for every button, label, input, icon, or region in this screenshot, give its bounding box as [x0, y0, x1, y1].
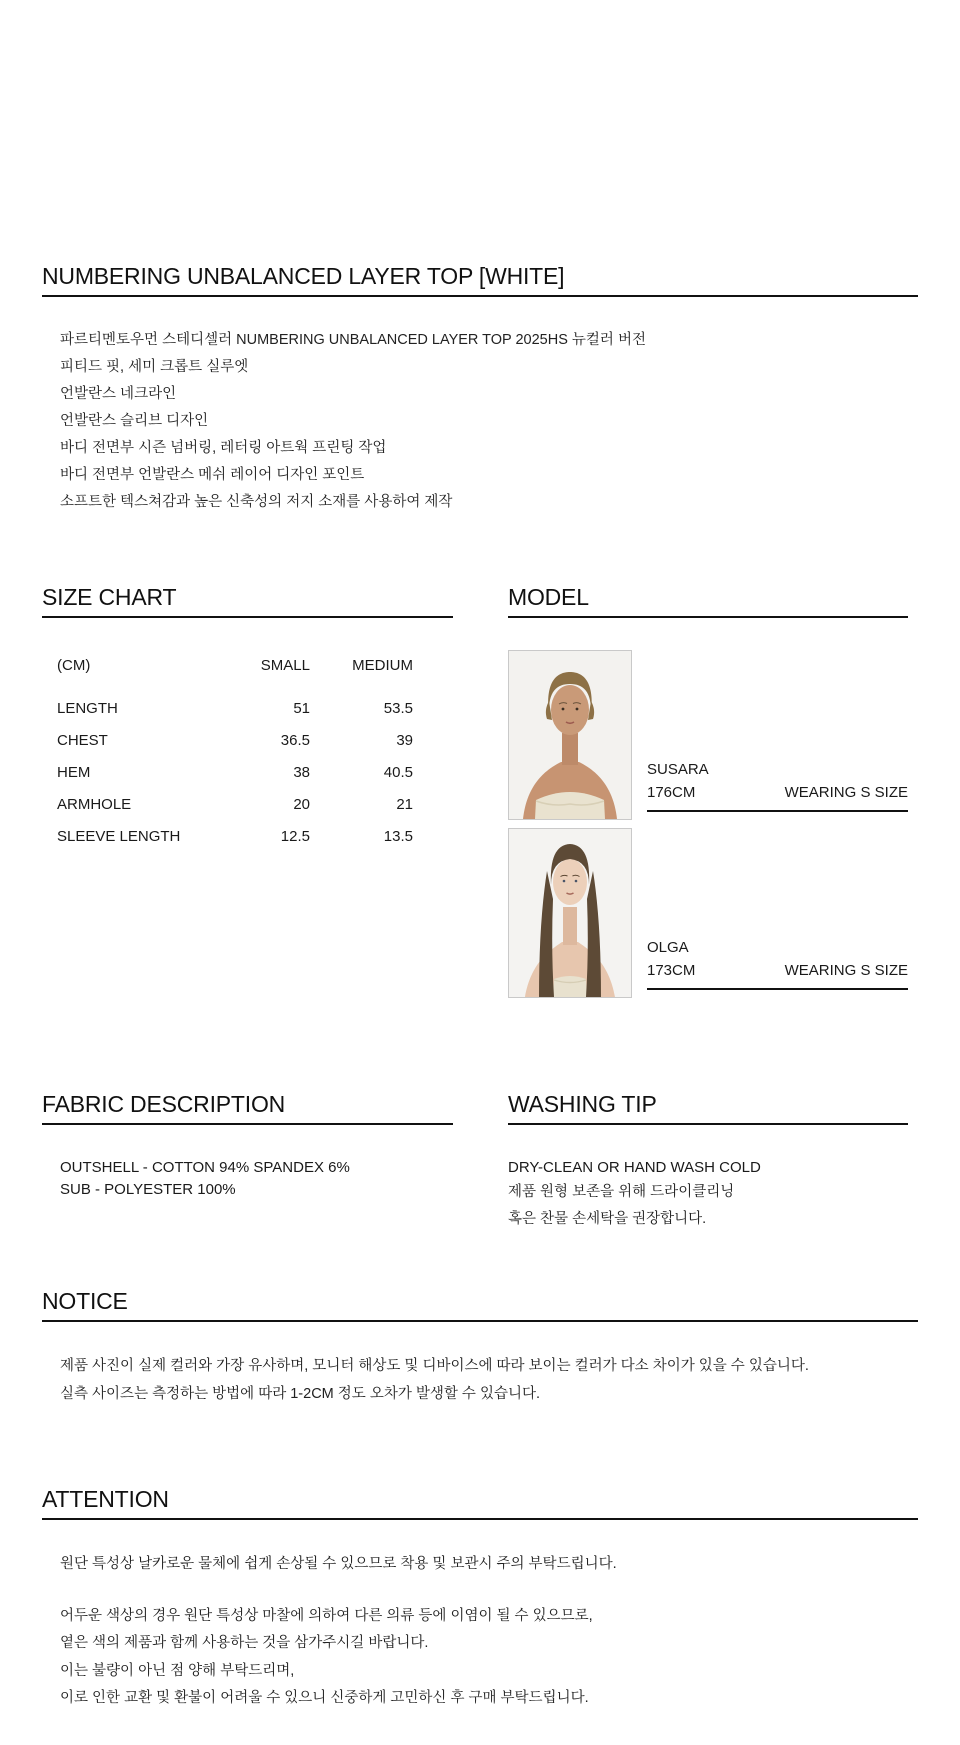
notice-heading: NOTICE [42, 1288, 918, 1322]
model-height: 176CM [647, 784, 696, 801]
size-value-small: 36.5 [280, 732, 310, 749]
model-block-susara [508, 650, 908, 820]
model-info-olga [647, 938, 908, 990]
washing-line-en: DRY-CLEAN OR HAND WASH COLD [508, 1159, 761, 1176]
model-name: OLGA [647, 939, 689, 956]
product-description-list [60, 327, 918, 516]
size-chart-column [42, 584, 453, 853]
fabric-description-column [42, 1091, 453, 1201]
model-column [508, 584, 908, 998]
washing-line-kr: 혹은 찬물 손세탁을 권장합니다. [508, 1211, 707, 1227]
table-row [42, 757, 453, 789]
size-chart-unit-label: (CM) [57, 657, 91, 674]
description-line: 소프트한 텍스쳐감과 높은 신축성의 저지 소재를 사용하여 제작 [60, 494, 453, 510]
size-chart-heading: SIZE CHART [42, 584, 453, 618]
page-title: NUMBERING UNBALANCED LAYER TOP [WHITE] [42, 263, 918, 297]
model-photo-olga [508, 828, 632, 998]
description-line: 언발란스 슬리브 디자인 [60, 413, 209, 429]
notice-text [60, 1353, 918, 1408]
description-line: 바디 전면부 언발란스 메쉬 레이어 디자인 포인트 [60, 467, 365, 483]
size-chart-header-row [42, 651, 453, 681]
attention-heading: ATTENTION [42, 1486, 918, 1520]
table-row [42, 789, 453, 821]
model-heading: MODEL [508, 584, 908, 618]
model-block-olga [508, 828, 908, 998]
attention-line: 이는 불량이 아닌 점 양해 부탁드리며, [60, 1662, 295, 1679]
attention-line: 어두운 색상의 경우 원단 특성상 마찰에 의하여 다른 의류 등에 이염이 될 수 있으므로, [60, 1607, 593, 1624]
description-line: 피티드 핏, 세미 크롭트 실루엣 [60, 359, 249, 375]
size-row-label: CHEST [57, 732, 108, 749]
model-name: SUSARA [647, 761, 709, 778]
size-value-small: 12.5 [280, 828, 310, 845]
size-chart-table [42, 651, 453, 853]
table-row [42, 725, 453, 757]
description-line: 파르티멘토우먼 스테디셀러 NUMBERING UNBALANCED LAYER TOP 2025HS 뉴컬러 버전 [60, 332, 646, 348]
fabric-line: SUB - POLYESTER 100% [60, 1181, 236, 1198]
notice-line: 제품 사진이 실제 컬러와 가장 유사하며, 모니터 해상도 및 디바이스에 따라 보이는 컬러가 다소 차이가 있을 수 있습니다. [60, 1358, 809, 1374]
fabric-description-heading: FABRIC DESCRIPTION [42, 1091, 453, 1125]
attention-line: 원단 특성상 날카로운 물체에 쉽게 손상될 수 있으므로 착용 및 보관시 주의 부탁드립니다. [60, 1556, 617, 1572]
size-row-label: SLEEVE LENGTH [57, 828, 181, 845]
size-value-medium: 53.5 [383, 700, 413, 717]
notice-line: 실측 사이즈는 측정하는 방법에 따라 1-2CM 정도 오차가 발생할 수 있습니다. [60, 1385, 541, 1402]
size-chart-col-small: SMALL [260, 657, 310, 674]
description-line: 바디 전면부 시즌 넘버링, 레터링 아트웍 프린팅 작업 [60, 440, 387, 456]
attention-section [42, 1486, 918, 1713]
table-row [42, 693, 453, 725]
washing-tip-column [508, 1091, 908, 1233]
size-value-medium: 39 [396, 732, 413, 749]
description-line: 언발란스 네크라인 [60, 386, 177, 402]
size-value-small: 38 [293, 764, 310, 781]
size-value-medium: 13.5 [383, 828, 413, 845]
attention-paragraph-2 [60, 1603, 918, 1713]
size-row-label: LENGTH [57, 700, 118, 717]
size-and-model-section [42, 584, 918, 998]
model-photo-susara [508, 650, 632, 820]
fabric-line: OUTSHELL - COTTON 94% SPANDEX 6% [60, 1159, 350, 1176]
size-value-medium: 21 [396, 796, 413, 813]
model-info-susara [647, 760, 908, 812]
size-value-small: 20 [293, 796, 310, 813]
size-chart-col-medium: MEDIUM [352, 657, 413, 674]
attention-paragraph-1 [60, 1551, 918, 1579]
model-wearing-size: WEARING S SIZE [784, 962, 908, 979]
attention-line: 이로 인한 교환 및 환불이 어려울 수 있으니 신중하게 고민하신 후 구매 부탁드립니다. [60, 1690, 589, 1706]
model-wearing-size: WEARING S SIZE [784, 784, 908, 801]
washing-line-kr: 제품 원형 보존을 위해 드라이클리닝 [508, 1184, 735, 1200]
table-row [42, 821, 453, 853]
attention-line: 옅은 색의 제품과 함께 사용하는 것을 삼가주시길 바랍니다. [60, 1635, 429, 1651]
notice-section [42, 1288, 918, 1408]
model-height: 173CM [647, 962, 696, 979]
fabric-washing-section [42, 1091, 918, 1233]
size-row-label: HEM [57, 764, 91, 781]
size-value-medium: 40.5 [383, 764, 413, 781]
size-row-label: ARMHOLE [57, 796, 132, 813]
size-value-small: 51 [293, 700, 310, 717]
washing-tip-heading: WASHING TIP [508, 1091, 908, 1125]
